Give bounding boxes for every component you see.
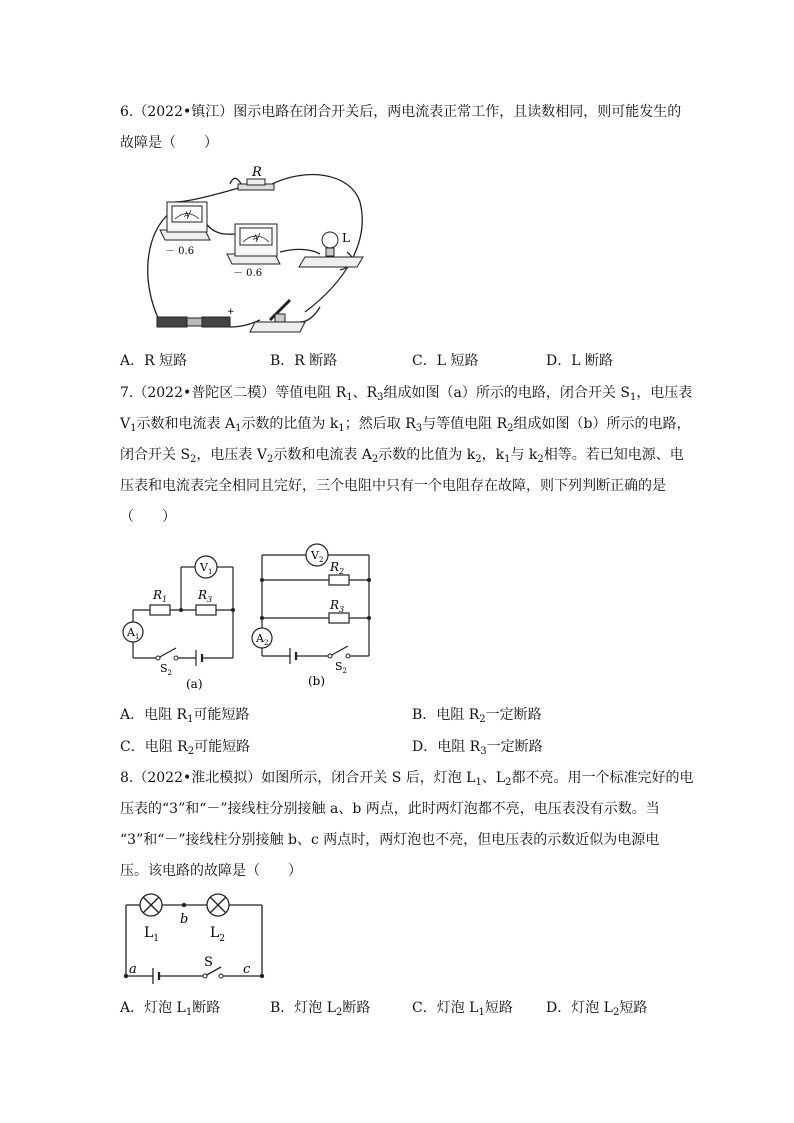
l2-label: $L_2$ [210, 925, 226, 944]
ammeter-2-range: － 0.6 [233, 268, 263, 279]
q6-option-c: C．L 短路 [412, 353, 479, 369]
ammeter-1 [160, 202, 210, 257]
q8-text-line1: 8.（2022•淮北模拟）如图所示，闭合开关 S 后，灯泡 $L_1$、$L_2$都不亮。用一个标准完好的电 [120, 770, 694, 788]
label-r: R [252, 165, 262, 180]
switch-s-label: S [204, 955, 213, 970]
label-l: L [342, 231, 350, 245]
q6-option-d: D．L 断路 [546, 353, 613, 369]
q7-option-d: D．电阻 $R_3$一定断路 [412, 739, 543, 757]
q6-option-b: B．R 断路 [270, 353, 338, 369]
q7-option-c: C．电阻 $R_2$可能短路 [120, 739, 251, 757]
q8-option-d: D．灯泡 $L_2$短路 [546, 1000, 648, 1018]
q8-text-line2: 压表的“3”和“－”接线柱分别接触 a、b 两点，此时两灯泡都不亮，电压表没有示数。当 [120, 801, 660, 817]
ammeter-2-a-label: A [253, 234, 259, 242]
figa-s-label: $S_2$ [160, 662, 173, 677]
knife-switch [250, 300, 305, 332]
battery [157, 307, 235, 327]
q7-circuit-figure-a [118, 548, 248, 693]
q6-text-line2: 故障是（ ） [120, 135, 218, 151]
q7-option-b: B．电阻 $R_2$一定断路 [412, 707, 542, 725]
figa-r3-label: $R_3$ [198, 588, 213, 604]
q7-text-line3: 闭合开关 $S_2$，电压表 $V_2$示数和电流表 $A_2$示数的比值为 $k_2$，$k_1$与 $k_2$相等。若已知电源、电 [120, 447, 684, 465]
figb-caption: (b) [308, 674, 326, 688]
q6-circuit-figure [135, 162, 380, 337]
q8-text-line3: “3”和“－”接线柱分别接触 b、c 两点时，两灯泡也不亮，但电压表的示数近似为电源电 [120, 832, 660, 848]
point-b-label: b [180, 912, 189, 927]
ammeter-1-a-label: A [184, 211, 190, 219]
point-a-label: a [129, 962, 137, 977]
ammeter-2 [227, 224, 280, 279]
figb-r2-label: $R_2$ [330, 560, 345, 576]
lamp-l [299, 231, 363, 267]
figa-r1-label: $R_1$ [153, 588, 168, 604]
q6-option-a: A．R 短路 [120, 353, 188, 369]
q6-text-line1: 6.（2022•镇江）图示电路在闭合开关后，两电流表正常工作，且读数相同，则可能发生的 [120, 104, 682, 120]
point-c-label: c [243, 962, 251, 977]
q8-circuit-figure [118, 892, 268, 984]
q7-circuit-figure-b [248, 540, 378, 690]
q8-option-a: A．灯泡 $L_1$断路 [120, 1000, 221, 1018]
q7-text-line5: （ ） [120, 509, 176, 525]
figa-v-label: $V_1$ [200, 561, 213, 576]
figa-caption: (a) [186, 677, 203, 691]
q7-option-a: A．电阻 $R_1$可能短路 [120, 707, 250, 725]
figb-a-label: $A_2$ [256, 632, 269, 647]
ammeter-1-range: － 0.6 [165, 246, 195, 257]
q7-text-line2: $V_1$示数和电流表 $A_1$示数的比值为 $k_1$；然后取 $R_3$与等值电阻 $R_2$组成如图（b）所示的电路， [120, 416, 691, 434]
svg-text:+: + [227, 307, 235, 317]
l1-label: $L_1$ [144, 925, 160, 944]
resistor-r [238, 165, 274, 190]
q8-text-line4: 压。该电路的故障是（ ） [120, 863, 302, 879]
q7-text-line1: 7.（2022•普陀区二模）等值电阻 $R_1$、$R_3$组成如图（a）所示的电路，闭合开关 $S_1$，电压表 [120, 385, 693, 403]
q8-option-c: C．灯泡 $L_1$短路 [412, 1000, 513, 1018]
figb-r3-label: $R_3$ [330, 598, 345, 614]
figa-a-label: $A_1$ [127, 626, 140, 641]
figb-v-label: $V_2$ [311, 549, 324, 564]
q7-text-line4: 压表和电流表完全相同且完好，三个电阻中只有一个电阻存在故障，则下列判断正确的是 [120, 478, 666, 494]
q8-option-b: B．灯泡 $L_2$断路 [270, 1000, 371, 1018]
figb-s-label: $S_2$ [335, 660, 348, 675]
